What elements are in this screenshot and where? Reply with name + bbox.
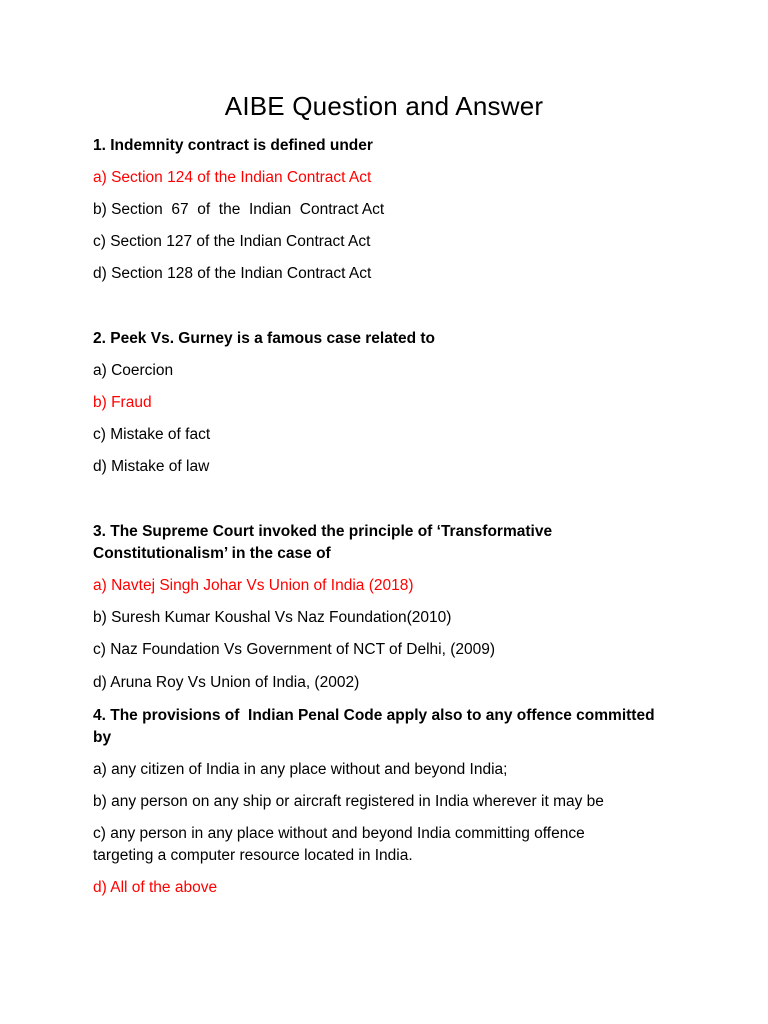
question-4-option-a: a) any citizen of India in any place without and beyond India;: [93, 761, 508, 778]
question-1-option-b: b) Section 67 of the Indian Contract Act: [93, 201, 385, 218]
question-3-line-1: 3. The Supreme Court invoked the principle of ‘Transformative: [93, 523, 553, 540]
question-4-option-b: b) any person on any ship or aircraft registered in India wherever it may be: [93, 793, 604, 810]
question-4-option-d: d) All of the above: [93, 879, 218, 896]
question-3-option-d: d) Aruna Roy Vs Union of India, (2002): [93, 674, 360, 691]
question-3-option-c: c) Naz Foundation Vs Government of NCT of Delhi, (2009): [93, 641, 496, 658]
question-4-line-1: 4. The provisions of Indian Penal Code apply also to any offence committed: [93, 707, 655, 724]
question-2-option-d: d) Mistake of law: [93, 458, 210, 475]
question-1-option-a: a) Section 124 of the Indian Contract Act: [93, 169, 372, 186]
question-4-option-c-line-1: c) any person in any place without and beyond India committing offence: [93, 825, 585, 842]
question-4-option-c-line-2: targeting a computer resource located in India.: [93, 847, 413, 864]
question-4-line-2: by: [93, 729, 112, 746]
question-1: 1. Indemnity contract is defined under: [93, 137, 373, 154]
question-3-line-2: Constitutionalism’ in the case of: [93, 545, 331, 562]
question-3-option-b: b) Suresh Kumar Koushal Vs Naz Foundation(2010): [93, 609, 452, 626]
question-2-option-b: b) Fraud: [93, 394, 152, 411]
question-2: 2. Peek Vs. Gurney is a famous case related to: [93, 330, 436, 347]
question-1-option-c: c) Section 127 of the Indian Contract Act: [93, 233, 371, 250]
page-title: AIBE Question and Answer: [224, 91, 544, 121]
question-2-option-c: c) Mistake of fact: [93, 426, 211, 443]
question-3-option-a: a) Navtej Singh Johar Vs Union of India (2018): [93, 577, 414, 594]
question-1-option-d: d) Section 128 of the Indian Contract Act: [93, 265, 372, 282]
question-2-option-a: a) Coercion: [93, 362, 174, 379]
